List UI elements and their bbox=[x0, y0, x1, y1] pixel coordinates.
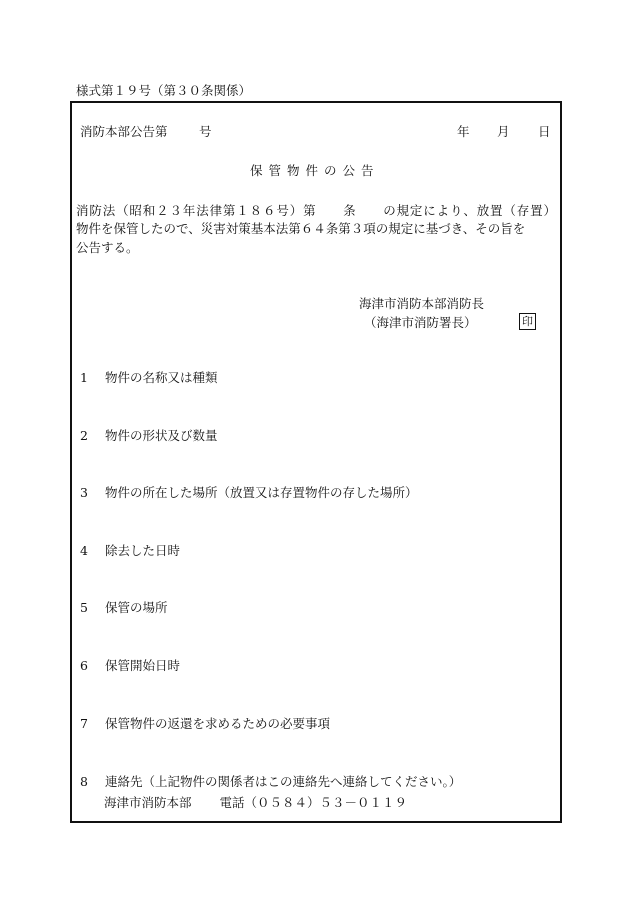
document-title: 保管物件の公告 bbox=[250, 163, 380, 178]
body-text-line: 消防法（昭和２３年法律第１８６号）第 条 の規定により、放置（存置） bbox=[76, 203, 556, 218]
form-number-label: 様式第１９号（第３０条関係） bbox=[76, 83, 252, 98]
item-label: 保管物件の返還を求めるための必要事項 bbox=[105, 716, 331, 731]
item-number: 5 bbox=[80, 600, 88, 615]
item-number: 4 bbox=[80, 543, 88, 558]
publication-number-prefix: 消防本部公告第 bbox=[80, 124, 168, 139]
contact-details bbox=[104, 797, 407, 810]
publication-number-suffix: 号 bbox=[199, 124, 212, 139]
item-number: 1 bbox=[80, 370, 88, 385]
list-item bbox=[80, 545, 180, 558]
item-number: 8 bbox=[80, 774, 88, 789]
item-label: 物件の名称又は種類 bbox=[105, 370, 218, 385]
item-label: 保管の場所 bbox=[105, 600, 168, 615]
list-item bbox=[80, 776, 461, 789]
item-label: 物件の形状及び数量 bbox=[105, 428, 218, 443]
issuer-title: 海津市消防本部消防長 bbox=[359, 296, 485, 311]
date-year-label: 年 bbox=[457, 124, 470, 139]
list-item bbox=[80, 372, 218, 385]
contact-phone: 電話（０５８４）５３－０１１９ bbox=[219, 795, 408, 810]
item-label: 連絡先（上記物件の関係者はこの連絡先へ連絡してください。） bbox=[105, 774, 462, 789]
item-number: 2 bbox=[80, 428, 88, 443]
item-label: 除去した日時 bbox=[105, 543, 181, 558]
contact-organization: 海津市消防本部 bbox=[104, 795, 192, 810]
list-item bbox=[80, 487, 418, 500]
date-day-label: 日 bbox=[538, 124, 551, 139]
date-month-label: 月 bbox=[497, 124, 510, 139]
list-item bbox=[80, 430, 218, 443]
list-item bbox=[80, 602, 168, 615]
issuer-subtitle: （海津市消防署長） bbox=[364, 315, 477, 330]
item-number: 3 bbox=[80, 485, 88, 500]
item-number: 6 bbox=[80, 658, 88, 673]
seal-stamp-box: 印 bbox=[519, 313, 536, 330]
item-label: 物件の所在した場所（放置又は存置物件の存した場所） bbox=[105, 485, 418, 500]
list-item bbox=[80, 718, 330, 731]
list-item bbox=[80, 660, 180, 673]
item-number: 7 bbox=[80, 716, 88, 731]
item-label: 保管開始日時 bbox=[105, 658, 181, 673]
body-text-line: 公告する。 bbox=[76, 240, 139, 255]
body-text-line: 物件を保管したので、災害対策基本法第６４条第３項の規定に基づき、その旨を bbox=[76, 221, 526, 236]
